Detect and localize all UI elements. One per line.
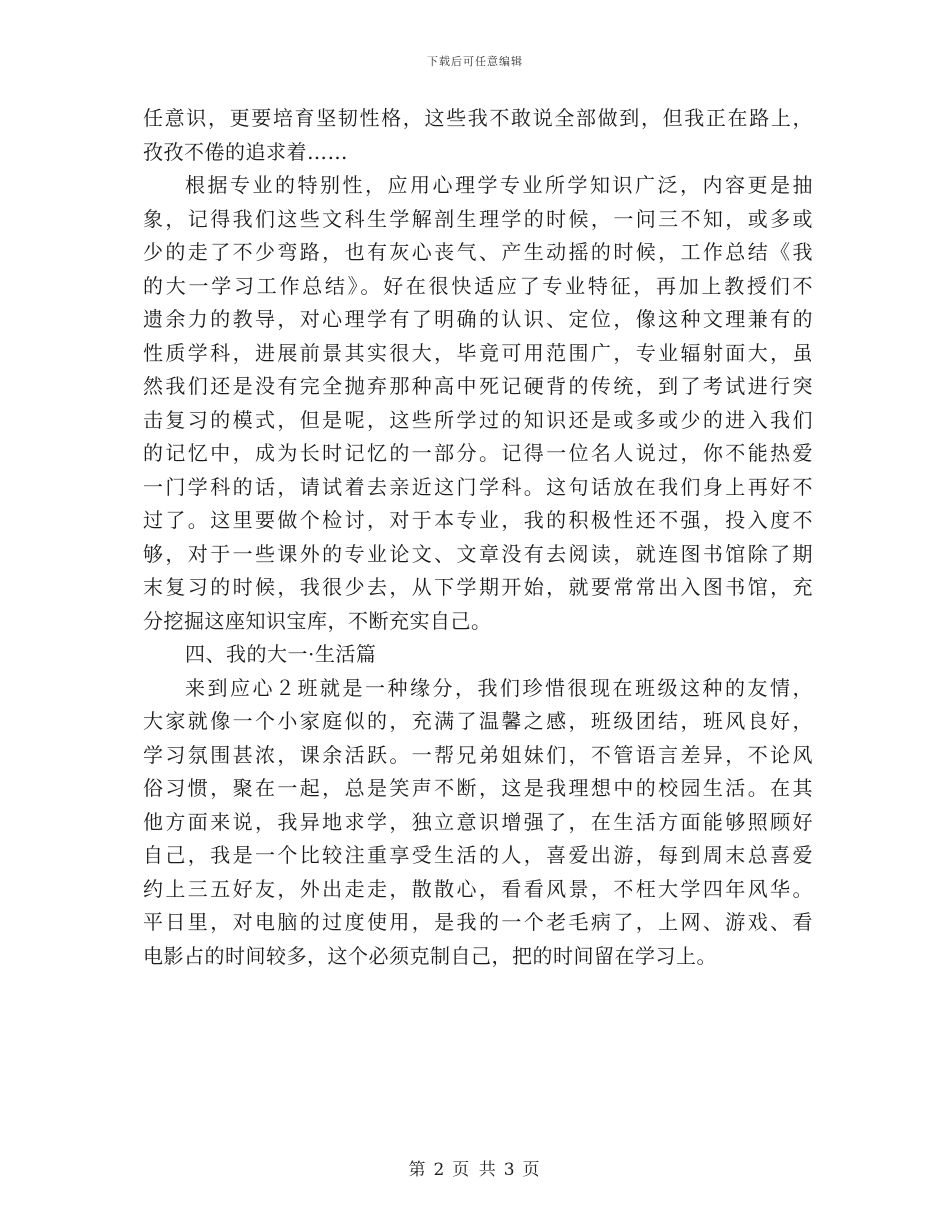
current-page-number: 2 [433,1160,447,1180]
document-body [143,102,813,973]
text-line: 一门学科的话，请试着去亲近这门学科。这句话放在我们身上再好不 [143,474,813,499]
text-line: 然我们还是没有完全抛弃那种高中死记硬背的传统，到了考试进行突 [143,374,813,398]
text-line: 象，记得我们这些文科生学解剖生理学的时候，一问三不知，或多或 [143,206,813,231]
text-line: 任意识，更要培育坚韧性格，这些我不敢说全部做到，但我正在路上， [143,106,813,130]
text-line: 他方面来说，我异地求学，独立意识增强了，在生活方面能够照顾好 [143,809,813,834]
footer-suffix: 页 [522,1160,542,1180]
text-line: 大家就像一个小家庭似的，充满了温馨之感，班级团结，班风良好， [143,709,813,733]
page-number-footer [0,1155,950,1180]
text-line: 孜孜不倦的追求着…… [143,139,348,164]
text-line: 遗余力的教导，对心理学有了明确的认识、定位，像这种文理兼有的 [143,307,813,331]
text-line: 的大一学习工作总结》。好在很快适应了专业特征，再加上教授们不 [143,273,813,298]
text-line: 学习氛围甚浓，课余活跃。一帮兄弟姐妹们，不管语言差异，不论风 [143,742,813,767]
text-line: 约上三五好友，外出走走，散散心，看看风景，不枉大学四年风华。 [143,876,813,901]
text-line: 击复习的模式，但是呢，这些所学过的知识还是或多或少的进入我们 [143,407,813,432]
total-page-number: 3 [503,1160,517,1180]
text-line: 根据专业的特别性，应用心理学专业所学知识广泛，内容更是抽 [185,173,813,197]
text-line: 够，对于一些课外的专业论文、文章没有去阅读，就连图书馆除了期 [143,541,813,566]
text-line: 自己，我是一个比较注重享受生活的人，喜爱出游，每到周末总喜爱 [143,843,813,867]
text-line: 分挖掘这座知识宝库，不断充实自己。 [143,608,492,633]
section-heading: 四、我的大一·生活篇 [185,642,377,666]
text-line: 电影占的时间较多，这个必须克制自己，把的时间留在学习上。 [143,943,717,968]
text-line: 性质学科，进展前景其实很大，毕竟可用范围广，专业辐射面大，虽 [143,340,813,365]
text-line: 的记忆中，成为长时记忆的一部分。记得一位名人说过，你不能热爱 [143,441,813,465]
text-line: 末复习的时候，我很少去，从下学期开始，就要常常出入图书馆，充 [143,575,813,599]
text-line: 少的走了不少弯路，也有灰心丧气、产生动摇的时候，工作总结《我 [143,240,813,264]
text-line: 俗习惯，聚在一起，总是笑声不断，这是我理想中的校园生活。在其 [143,776,813,800]
text-line: 来到应心２班就是一种缘分，我们珍惜很现在班级这种的友情， [185,675,813,700]
text-line: 平日里，对电脑的过度使用，是我的一个老毛病了，上网、游戏、看 [143,910,813,934]
footer-prefix: 第 [408,1160,428,1180]
page-header: 下载后可任意编辑 [427,55,523,68]
footer-middle: 页 共 [452,1160,498,1180]
text-line: 过了。这里要做个检讨，对于本专业，我的积极性还不强，投入度不 [143,508,813,532]
